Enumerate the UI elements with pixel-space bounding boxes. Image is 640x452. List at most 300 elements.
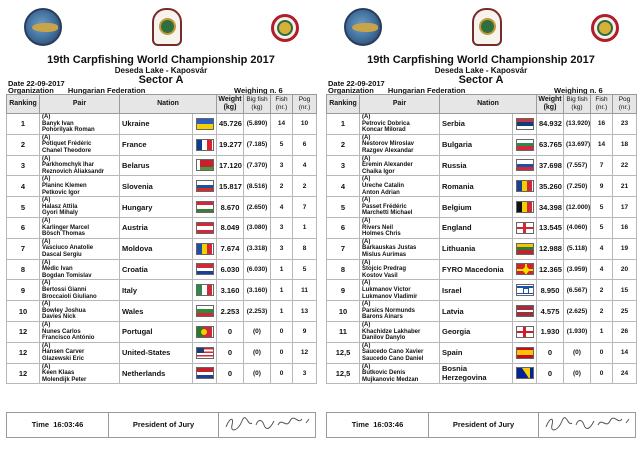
pog-cell: 11 (293, 280, 317, 301)
pog-cell: 20 (613, 259, 637, 280)
signature-icon (542, 413, 632, 435)
date-value: 22-09-2017 (346, 79, 385, 88)
weight-cell: 84.932 (537, 114, 564, 135)
pair-sector: (A) (42, 134, 51, 141)
results-sheet-right (322, 0, 640, 452)
nation-cell: Serbia (440, 114, 513, 135)
pog-cell: 19 (613, 238, 637, 259)
championship-logo-icon (24, 8, 62, 46)
fish-count-cell: 0 (271, 363, 293, 384)
pair-angler-2: Koncar Milorad (362, 127, 406, 134)
nation-cell: Austria (120, 217, 193, 238)
fish-count-cell: 9 (591, 176, 613, 197)
flag-cell (513, 197, 537, 218)
flag-cell (193, 342, 217, 363)
org-value: Hungarian Federation (387, 86, 466, 95)
pair-angler-2: Francisco António (42, 335, 95, 342)
flag-lithuania-icon (516, 243, 534, 255)
logo-bar (322, 4, 640, 52)
flag-romania-icon (516, 180, 534, 192)
fish-count-cell: 4 (271, 197, 293, 218)
flag-england-icon (516, 222, 534, 234)
venue-subtitle: Deseda Lake - Kaposvár (434, 66, 528, 75)
pair-angler-1: Bertossi Gianni (42, 286, 87, 293)
pair-cell (40, 176, 120, 197)
nation-cell: Netherlands (120, 363, 193, 384)
pair-angler-2: Reznovich Aliaksandr (42, 168, 105, 175)
flag-moldova-icon (196, 243, 214, 255)
flag-cell (193, 197, 217, 218)
flag-spain-icon (516, 347, 534, 359)
flag-cell (513, 301, 537, 322)
pair-angler-2: Chanel Theodore (42, 147, 92, 154)
pair-angler-2: Razgev Alexandar (362, 147, 414, 154)
fish-count-cell: 3 (271, 155, 293, 176)
flag-cell (513, 342, 537, 363)
pair-sector: (A) (362, 197, 371, 204)
org-label: Organization (328, 86, 374, 95)
rank-cell: 6 (7, 217, 40, 238)
weight-cell: 17.120 (217, 155, 244, 176)
flag-cell (513, 259, 537, 280)
pair-cell (360, 134, 440, 155)
fish-count-cell: 2 (591, 280, 613, 301)
nation-cell: Belgium (440, 197, 513, 218)
weight-cell: 8.950 (537, 280, 564, 301)
rank-cell: 2 (7, 134, 40, 155)
pair-sector: (A) (42, 114, 51, 120)
header-bigfish: Big fish (kg) (564, 95, 591, 114)
fish-count-cell: 0 (271, 342, 293, 363)
pair-cell (360, 363, 440, 384)
rank-cell: 7 (7, 238, 40, 259)
federation-seal-icon (268, 8, 302, 46)
weight-cell: 0 (537, 342, 564, 363)
bigfish-cell: (7.557) (564, 155, 591, 176)
flag-bosnia-icon (516, 367, 534, 379)
rank-cell: 4 (7, 176, 40, 197)
flag-cell (193, 280, 217, 301)
table-row (327, 280, 637, 301)
rank-cell: 12 (7, 342, 40, 363)
weight-cell: 6.030 (217, 259, 244, 280)
table-row (7, 238, 317, 259)
pair-sector: (A) (42, 321, 51, 328)
flag-cell (513, 176, 537, 197)
flag-cell (513, 363, 537, 384)
pair-angler-2: Gyori Mihaly (42, 210, 79, 217)
fish-count-cell: 0 (591, 342, 613, 363)
table-row (327, 238, 637, 259)
table-row (7, 176, 317, 197)
table-row (327, 155, 637, 176)
rank-cell: 3 (7, 155, 40, 176)
pair-angler-2: Barons Ainars (362, 314, 403, 321)
pair-angler-2: Bogdan Tomislav (42, 272, 92, 279)
table-row (7, 280, 317, 301)
championship-logo-icon (344, 8, 382, 46)
fish-count-cell: 2 (591, 301, 613, 322)
bigfish-cell: (12.000) (564, 197, 591, 218)
weight-cell: 7.674 (217, 238, 244, 259)
date-value: 22-09-2017 (26, 79, 65, 88)
rank-cell: 10 (327, 301, 360, 322)
weight-cell: 45.726 (217, 114, 244, 135)
rank-cell: 4 (327, 176, 360, 197)
flag-cell (513, 321, 537, 342)
pair-angler-1: Bowley Joshua (42, 307, 86, 314)
pair-angler-1: Parsics Normunds (362, 307, 416, 314)
pair-cell (40, 321, 120, 342)
bigfish-cell: (3.959) (564, 259, 591, 280)
nation-cell: Portugal (120, 321, 193, 342)
header-weight: Weight (kg) (217, 95, 244, 114)
header-weight: Weight (kg) (537, 95, 564, 114)
bigfish-cell: (13.697) (564, 134, 591, 155)
weight-cell: 1.930 (537, 321, 564, 342)
flag-austria-icon (196, 222, 214, 234)
pog-cell: 22 (613, 155, 637, 176)
pog-cell: 8 (293, 238, 317, 259)
rank-cell: 9 (327, 280, 360, 301)
rank-cell: 11 (327, 321, 360, 342)
flag-cell (513, 114, 537, 135)
rank-cell: 12 (7, 363, 40, 384)
rank-cell: 1 (7, 114, 40, 135)
rank-cell: 3 (327, 155, 360, 176)
pair-angler-2: Marchetti Michael (362, 210, 413, 217)
time-label: Time (31, 420, 50, 429)
fish-count-cell: 1 (591, 321, 613, 342)
pair-sector: (A) (42, 301, 51, 308)
flag-belarus-icon (196, 159, 214, 171)
pog-cell: 14 (613, 342, 637, 363)
pog-cell: 25 (613, 301, 637, 322)
pog-cell: 12 (293, 342, 317, 363)
pair-angler-2: Pohorilyak Roman (42, 127, 95, 134)
pair-angler-1: Butkovic Denis (362, 370, 406, 377)
weight-cell: 3.160 (217, 280, 244, 301)
rank-cell: 5 (7, 197, 40, 218)
pair-cell (40, 197, 120, 218)
nation-cell: Spain (440, 342, 513, 363)
pair-angler-1: Planinc Klemen (42, 182, 87, 189)
pog-cell: 7 (293, 197, 317, 218)
pair-sector: (A) (42, 176, 51, 183)
fish-count-cell: 4 (591, 259, 613, 280)
pair-angler-1: Halasz Attila (42, 203, 78, 210)
pair-angler-2: Davies Nick (42, 314, 76, 321)
date-label: Date (328, 79, 345, 88)
fish-count-cell: 3 (271, 238, 293, 259)
pair-angler-2: Petkovic Igor (42, 189, 80, 196)
weight-cell: 13.545 (537, 217, 564, 238)
pair-angler-2: Anton Adrian (362, 189, 400, 196)
flag-ukraine-icon (196, 118, 214, 130)
rank-cell: 8 (7, 259, 40, 280)
bigfish-cell: (0) (244, 363, 271, 384)
weight-cell: 12.988 (537, 238, 564, 259)
pair-angler-2: Bösch Thomas (42, 231, 86, 238)
org-value: Hungarian Federation (67, 86, 146, 95)
pair-angler-1: Barkauskas Justas (362, 245, 417, 252)
rank-cell: 10 (7, 301, 40, 322)
flag-cell (513, 155, 537, 176)
time-label: Time (351, 420, 370, 429)
flag-cell (193, 217, 217, 238)
nation-cell: Georgia (440, 321, 513, 342)
rank-cell: 12 (7, 321, 40, 342)
header-pair: Pair (40, 95, 120, 114)
header-bigfish: Big fish (kg) (244, 95, 271, 114)
time-value: 16:03:46 (53, 420, 84, 429)
table-row (327, 363, 637, 384)
pair-angler-1: Potiquet Frédéric (42, 141, 92, 148)
table-row (327, 197, 637, 218)
pog-cell: 23 (613, 114, 637, 135)
bigfish-cell: (2.650) (244, 197, 271, 218)
pair-angler-1: Banyk Ivan (42, 120, 74, 127)
table-row (327, 321, 637, 342)
pog-cell: 6 (293, 134, 317, 155)
pog-cell: 13 (293, 301, 317, 322)
pair-angler-1: Nestorov Miroslav (362, 141, 415, 148)
weight-cell: 63.765 (537, 134, 564, 155)
pair-sector: (A) (42, 238, 51, 245)
bigfish-cell: (3.160) (244, 280, 271, 301)
flag-cell (193, 321, 217, 342)
pair-cell (360, 259, 440, 280)
bigfish-cell: (0) (244, 321, 271, 342)
table-row (7, 342, 317, 363)
pair-cell (360, 238, 440, 259)
nation-cell: Belarus (120, 155, 193, 176)
flag-israel-icon (516, 284, 534, 296)
pog-cell: 10 (293, 114, 317, 135)
fish-count-cell: 16 (591, 114, 613, 135)
weighing-number: Weighing n. 6 (554, 86, 603, 95)
time-value: 16:03:46 (373, 420, 404, 429)
table-row (327, 342, 637, 363)
rank-cell: 8 (327, 259, 360, 280)
fish-count-cell: 3 (271, 217, 293, 238)
rank-cell: 12,5 (327, 363, 360, 384)
fish-count-cell: 1 (271, 259, 293, 280)
pair-cell (40, 259, 120, 280)
city-crest-icon (472, 8, 502, 46)
pair-sector: (A) (362, 259, 371, 266)
flag-cell (193, 363, 217, 384)
signature-footer (6, 412, 316, 438)
pog-cell: 24 (613, 363, 637, 384)
pog-cell: 15 (613, 280, 637, 301)
pair-cell (360, 155, 440, 176)
flag-macedonia-icon (516, 263, 534, 275)
bigfish-cell: (13.920) (564, 114, 591, 135)
pair-sector: (A) (362, 321, 371, 328)
header-fish: Fish (nr.) (271, 95, 293, 114)
pair-angler-1: Petrovic Dobrica (362, 120, 410, 127)
pair-cell (40, 155, 120, 176)
bigfish-cell: (7.185) (244, 134, 271, 155)
nation-cell: FYRO Macedonia (440, 259, 513, 280)
pair-cell (40, 134, 120, 155)
nation-cell: Latvia (440, 301, 513, 322)
pog-cell: 9 (293, 321, 317, 342)
flag-cell (193, 176, 217, 197)
weight-cell: 19.277 (217, 134, 244, 155)
logo-bar (2, 4, 320, 52)
weight-cell: 8.670 (217, 197, 244, 218)
table-row (327, 114, 637, 135)
rank-cell: 12,5 (327, 342, 360, 363)
sector-heading: Sector A (458, 74, 504, 86)
fish-count-cell: 5 (591, 197, 613, 218)
pog-cell: 3 (293, 363, 317, 384)
pair-sector: (A) (362, 155, 371, 162)
bigfish-cell: (0) (244, 342, 271, 363)
bigfish-cell: (8.516) (244, 176, 271, 197)
nation-cell: Moldova (120, 238, 193, 259)
flag-cell (193, 238, 217, 259)
bigfish-cell: (6.030) (244, 259, 271, 280)
pair-angler-1: Eremin Alexander (362, 162, 413, 169)
pog-cell: 17 (613, 197, 637, 218)
pair-sector: (A) (362, 217, 371, 224)
table-row (7, 363, 317, 384)
flag-croatia-icon (196, 263, 214, 275)
bigfish-cell: (7.250) (564, 176, 591, 197)
weight-cell: 0 (217, 321, 244, 342)
pair-cell (40, 301, 120, 322)
pair-cell (360, 176, 440, 197)
table-header-row (7, 95, 317, 114)
pair-cell (360, 321, 440, 342)
pair-cell (360, 280, 440, 301)
pog-cell: 26 (613, 321, 637, 342)
pair-sector: (A) (42, 259, 51, 266)
table-row (7, 301, 317, 322)
date-label: Date (8, 79, 25, 88)
table-row (327, 217, 637, 238)
nation-cell: Slovenia (120, 176, 193, 197)
pair-angler-1: Passet Frédéric (362, 203, 407, 210)
page-title: 19th Carpfishing World Championship 2017 (47, 54, 275, 66)
pair-angler-2: Saucedo Cano Daniel (362, 355, 424, 362)
pair-cell (360, 342, 440, 363)
nation-cell: Bosnia Herzegovina (440, 363, 513, 384)
pair-angler-1: Medic Ivan (42, 266, 73, 273)
table-row (7, 197, 317, 218)
pair-angler-1: Rivers Neil (362, 224, 394, 231)
bigfish-cell: (1.930) (564, 321, 591, 342)
pair-angler-1: Parkhomchyk Ihar (42, 162, 95, 169)
flag-cell (513, 217, 537, 238)
pair-angler-2: Kostov Vasil (362, 272, 398, 279)
pair-cell (360, 301, 440, 322)
president-of-jury-label: President of Jury (429, 413, 539, 437)
pair-cell (40, 280, 120, 301)
flag-netherlands-icon (196, 367, 214, 379)
pair-angler-1: Ureche Catalin (362, 182, 405, 189)
flag-russia-icon (516, 159, 534, 171)
bigfish-cell: (0) (564, 363, 591, 384)
rank-cell: 9 (7, 280, 40, 301)
pair-sector: (A) (42, 280, 51, 287)
header-pog: Pog (nr.) (613, 95, 637, 114)
fish-count-cell: 0 (591, 363, 613, 384)
signature-image (219, 413, 315, 437)
pair-sector: (A) (362, 363, 371, 370)
pog-cell: 1 (293, 217, 317, 238)
flag-bulgaria-icon (516, 139, 534, 151)
nation-cell: Italy (120, 280, 193, 301)
rank-cell: 5 (327, 197, 360, 218)
table-row (327, 134, 637, 155)
pog-cell: 21 (613, 176, 637, 197)
pair-sector: (A) (362, 342, 371, 349)
table-row (327, 259, 637, 280)
pair-cell (40, 363, 120, 384)
sector-heading: Sector A (138, 74, 184, 86)
city-crest-icon (152, 8, 182, 46)
nation-cell: Ukraine (120, 114, 193, 135)
time-stamp (327, 413, 429, 437)
results-table (326, 94, 637, 384)
weight-cell: 35.260 (537, 176, 564, 197)
flag-georgia-icon (516, 326, 534, 338)
nation-cell: England (440, 217, 513, 238)
nation-cell: Israel (440, 280, 513, 301)
bigfish-cell: (3.080) (244, 217, 271, 238)
fish-count-cell: 4 (591, 238, 613, 259)
header-ranking: Ranking (327, 95, 360, 114)
weight-cell: 15.817 (217, 176, 244, 197)
flag-cell (193, 155, 217, 176)
pair-sector: (A) (42, 342, 51, 349)
pair-sector: (A) (362, 301, 371, 308)
fish-count-cell: 0 (271, 321, 293, 342)
weight-cell: 12.365 (537, 259, 564, 280)
bigfish-cell: (2.625) (564, 301, 591, 322)
president-of-jury-label: President of Jury (109, 413, 219, 437)
pair-sector: (A) (42, 197, 51, 204)
rank-cell: 2 (327, 134, 360, 155)
nation-cell: Hungary (120, 197, 193, 218)
pair-cell (40, 114, 120, 135)
flag-serbia-icon (516, 118, 534, 130)
fish-count-cell: 14 (591, 134, 613, 155)
pair-angler-2: Danilov Danylo (362, 335, 406, 342)
rank-cell: 1 (327, 114, 360, 135)
flag-cell (513, 238, 537, 259)
pair-sector: (A) (362, 238, 371, 245)
flag-cell (193, 301, 217, 322)
header-fish: Fish (nr.) (591, 95, 613, 114)
header-pair: Pair (360, 95, 440, 114)
weight-cell: 34.398 (537, 197, 564, 218)
weight-cell: 0 (217, 363, 244, 384)
bigfish-cell: (0) (564, 342, 591, 363)
flag-slovenia-icon (196, 180, 214, 192)
pair-angler-2: Chaika Igor (362, 168, 395, 175)
table-row (327, 176, 637, 197)
flag-france-icon (196, 139, 214, 151)
weight-cell: 37.698 (537, 155, 564, 176)
weight-cell: 4.575 (537, 301, 564, 322)
weight-cell: 0 (217, 342, 244, 363)
pair-angler-2: Molendijk Peter (42, 376, 87, 383)
